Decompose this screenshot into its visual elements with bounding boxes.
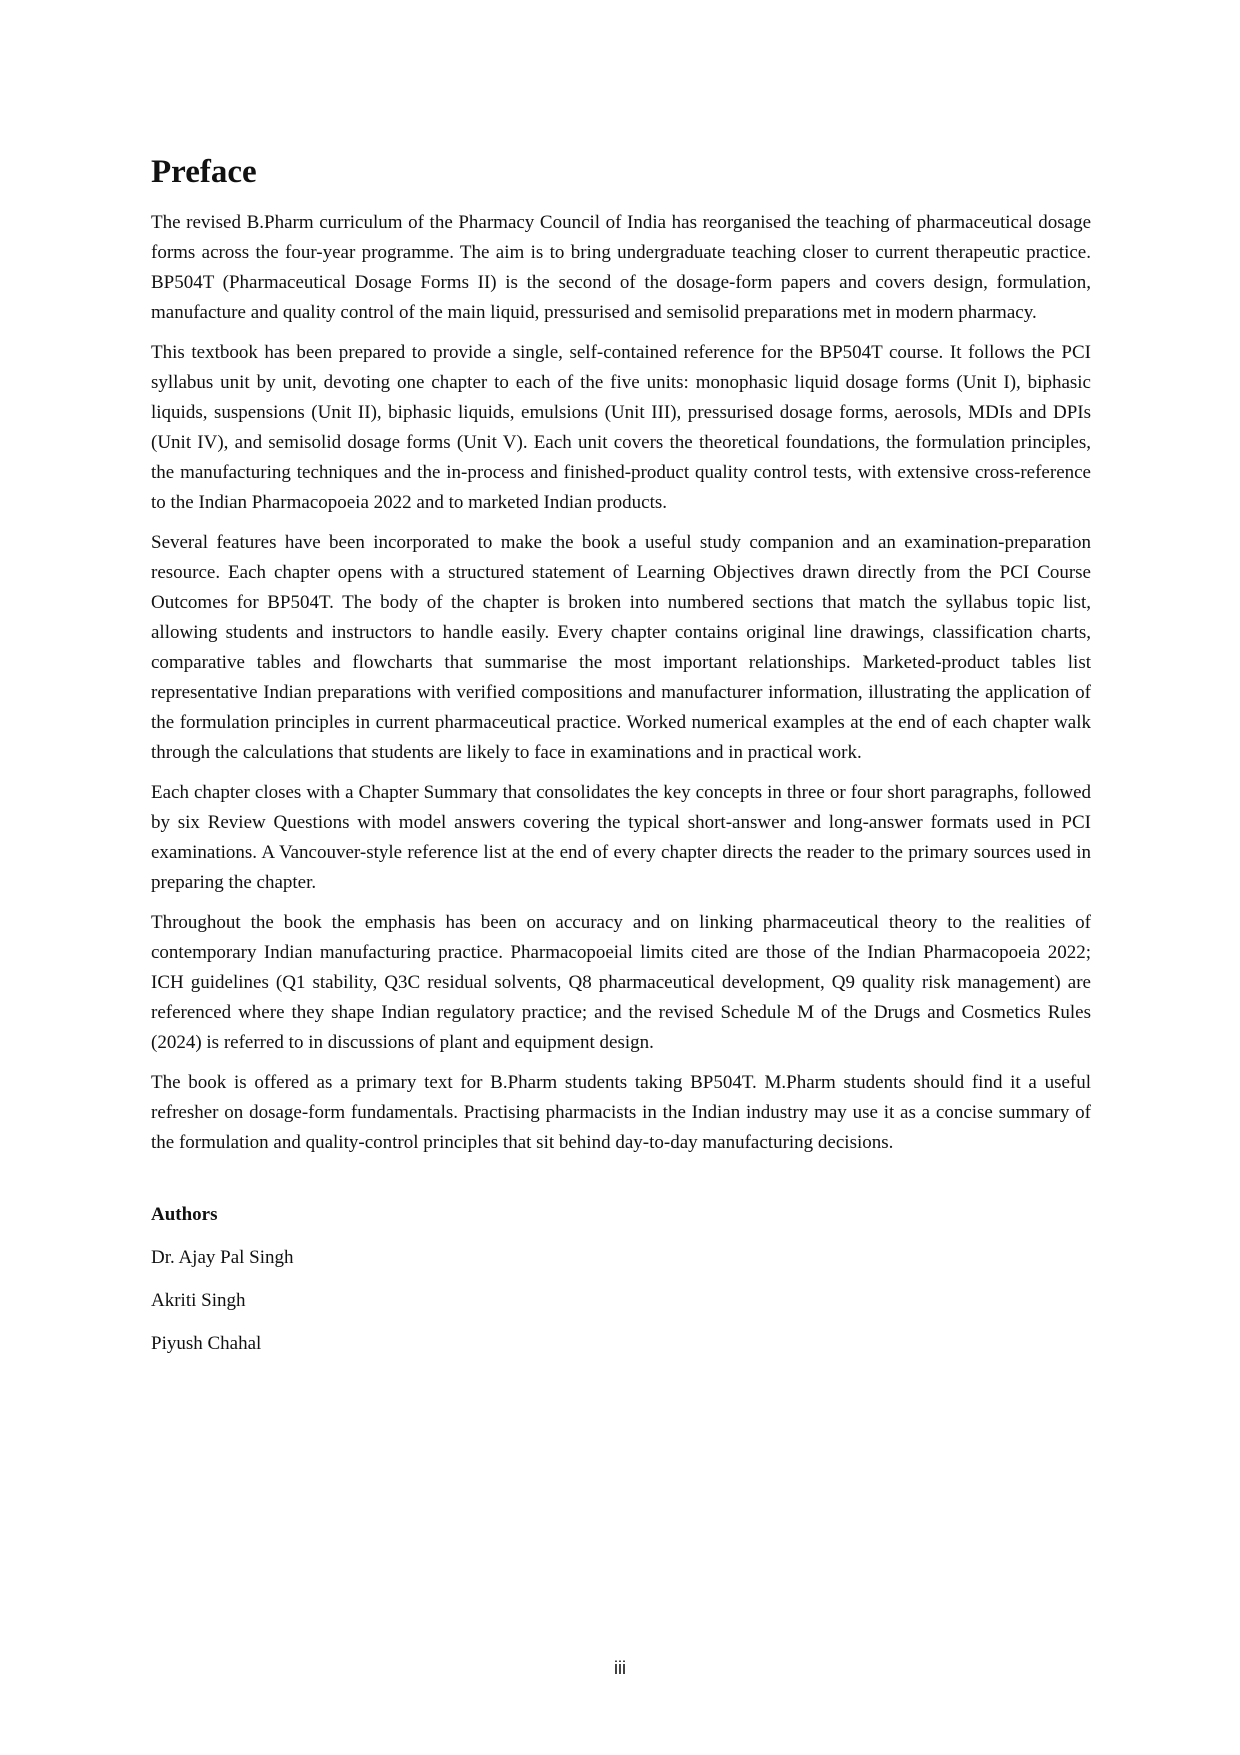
preface-paragraph-1: The revised B.Pharm curriculum of the Pharmacy Council of India has reorganised the teaching of pharmaceutical dosage forms across the four-year programme. The aim is to bring undergraduate teaching closer to current therapeutic practice. BP504T (Pharmaceutical Dosage Forms II) is the second of the dosage-form papers and covers design, formulation, manufacture and quality control of the main liquid, pressurised and semisolid preparations met in modern pharmacy. bbox=[151, 212, 1091, 323]
author-name: Dr. Ajay Pal Singh bbox=[151, 1247, 294, 1268]
preface-paragraph-3: Several features have been incorporated to make the book a useful study companion and an examination-preparation resource. Each chapter opens with a structured statement of Learning Objectives drawn directly from the PCI Course Outcomes for BP504T. The body of the chapter is broken into numbered sections that match the syllabus topic list, allowing students and instructors to handle easily. Every chapter contains original line drawings, classification charts, comparative tables and flowcharts that summarise the most important relationships. Marketed-product tables list representative Indian preparations with verified compositions and manufacturer information, illustrating the application of the formulation principles in current pharmaceutical practice. Worked numerical examples at the end of each chapter walk through the calculations that students are likely to face in examinations and in practical work. bbox=[151, 532, 1091, 763]
page-content bbox=[151, 146, 1091, 1372]
preface-paragraph-6: The book is offered as a primary text for B.Pharm students taking BP504T. M.Pharm students should find it a useful refresher on dosage-form fundamentals. Practising pharmacists in the Indian industry may use it as a concise summary of the formulation and quality-control principles that sit behind day-to-day manufacturing decisions. bbox=[151, 1072, 1091, 1153]
page-title: Preface bbox=[151, 154, 257, 190]
authors-heading: Authors bbox=[151, 1204, 218, 1225]
preface-paragraph-4: Each chapter closes with a Chapter Summary that consolidates the key concepts in three or four short paragraphs, followed by six Review Questions with model answers covering the typical short-answer and long-answer formats used in PCI examinations. A Vancouver-style reference list at the end of every chapter directs the reader to the primary sources used in preparing the chapter. bbox=[151, 782, 1091, 893]
page-number: iii bbox=[614, 1658, 626, 1678]
preface-paragraph-5: Throughout the book the emphasis has been on accuracy and on linking pharmaceutical theory to the realities of contemporary Indian manufacturing practice. Pharmacopoeial limits cited are those of the Indian Pharmacopoeia 2022; ICH guidelines (Q1 stability, Q3C residual solvents, Q8 pharmaceutical development, Q9 quality risk management) are referenced where they shape Indian regulatory practice; and the revised Schedule M of the Drugs and Cosmetics Rules (2024) is referred to in discussions of plant and equipment design. bbox=[151, 912, 1091, 1053]
author-name: Piyush Chahal bbox=[151, 1333, 262, 1354]
preface-paragraph-2: This textbook has been prepared to provide a single, self-contained reference for the BP504T course. It follows the PCI syllabus unit by unit, devoting one chapter to each of the five units: monophasic liquid dosage forms (Unit I), biphasic liquids, suspensions (Unit II), biphasic liquids, emulsions (Unit III), pressurised dosage forms, aerosols, MDIs and DPIs (Unit IV), and semisolid dosage forms (Unit V). Each unit covers the theoretical foundations, the formulation principles, the manufacturing techniques and the in-process and finished-product quality control tests, with extensive cross-reference to the Indian Pharmacopoeia 2022 and to marketed Indian products. bbox=[151, 342, 1091, 513]
authors-section bbox=[151, 1200, 1091, 1359]
author-name: Akriti Singh bbox=[151, 1290, 246, 1311]
